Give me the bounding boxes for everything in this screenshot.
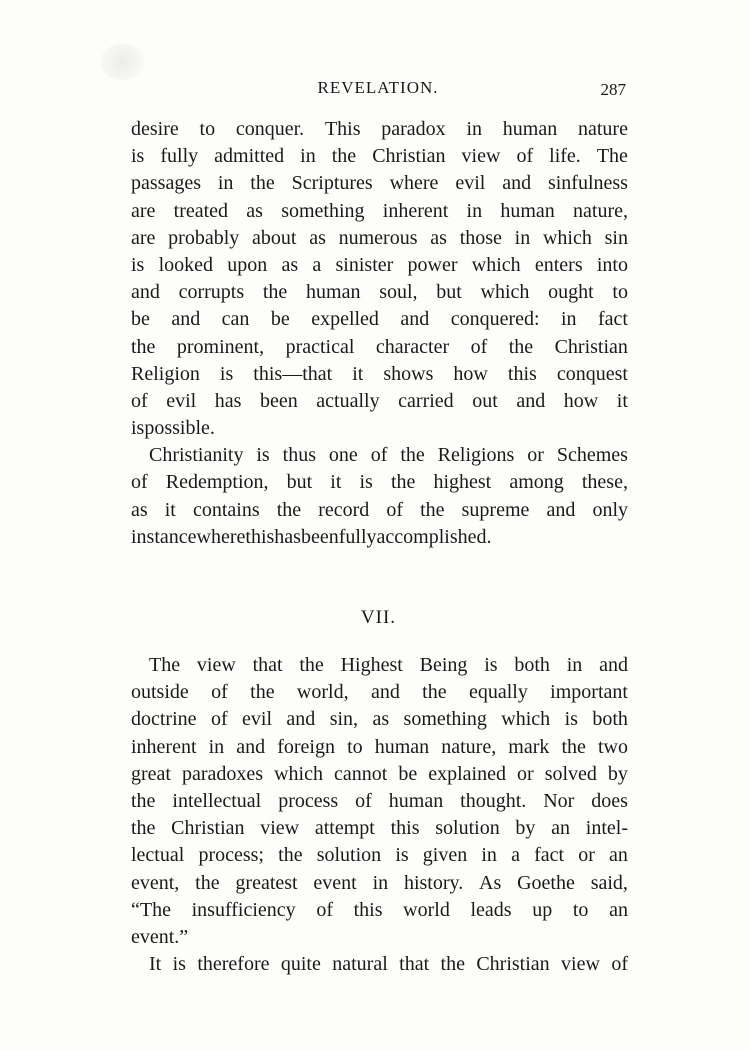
text-line: desire to conquer. This paradox in human nature — [131, 118, 628, 140]
text-line: of evil has been actually carried out and how it — [131, 389, 628, 412]
text-line: event, the greatest event in history. As Goethe said, — [131, 871, 628, 894]
section-heading: VII. — [360, 607, 397, 628]
text-line: It is therefore quite natural that the Christian view of — [149, 953, 628, 976]
text-line: are probably about as numerous as those in which sin — [131, 226, 628, 249]
text-line: as it contains the record of the supreme and only — [131, 498, 628, 521]
text-line: are treated as something inherent in human nature, — [131, 199, 628, 222]
text-line: the Christian view attempt this solution by an intel- — [131, 817, 628, 840]
text-line: is possible. — [131, 417, 215, 440]
text-line: lectual process; the solution is given in a fact or an — [131, 844, 628, 867]
text-line: be and can be expelled and conquered: in fact — [131, 308, 628, 331]
page-header — [130, 78, 626, 102]
text-line: great paradoxes which cannot be explained or solved by — [131, 762, 628, 785]
text-line: Religion is this—that it shows how this conquest — [131, 362, 628, 385]
text-line: Christianity is thus one of the Religions or Schemes — [149, 444, 628, 467]
body-text-block-1 — [131, 116, 628, 551]
text-line: the intellectual process of human thought. Nor does — [131, 789, 628, 812]
bleed-through-stain — [100, 44, 144, 80]
text-line: of Redemption, but it is the highest among these, — [131, 471, 628, 494]
text-line: The view that the Highest Being is both in and — [149, 654, 628, 676]
text-line: is looked upon as a sinister power which enters into — [131, 253, 628, 276]
text-line: event.” — [131, 925, 189, 948]
text-line: inherent in and foreign to human nature, mark the two — [131, 735, 628, 758]
text-line: doctrine of evil and sin, as something which is both — [131, 708, 628, 731]
running-head: REVELATION. — [317, 78, 439, 97]
text-line: is fully admitted in the Christian view of life. The — [131, 145, 628, 168]
text-line: outside of the world, and the equally important — [131, 681, 628, 704]
body-text-block-2 — [131, 652, 628, 978]
text-line: passages in the Scriptures where evil and sinfulness — [131, 172, 628, 195]
text-line: “The insufficiency of this world leads up to an — [131, 898, 628, 921]
text-line: and corrupts the human soul, but which ought to — [131, 281, 628, 304]
text-line: the prominent, practical character of the Christian — [131, 335, 628, 358]
text-line: instance where this has been fully accomplished. — [131, 525, 492, 548]
page-number: 287 — [600, 80, 626, 99]
